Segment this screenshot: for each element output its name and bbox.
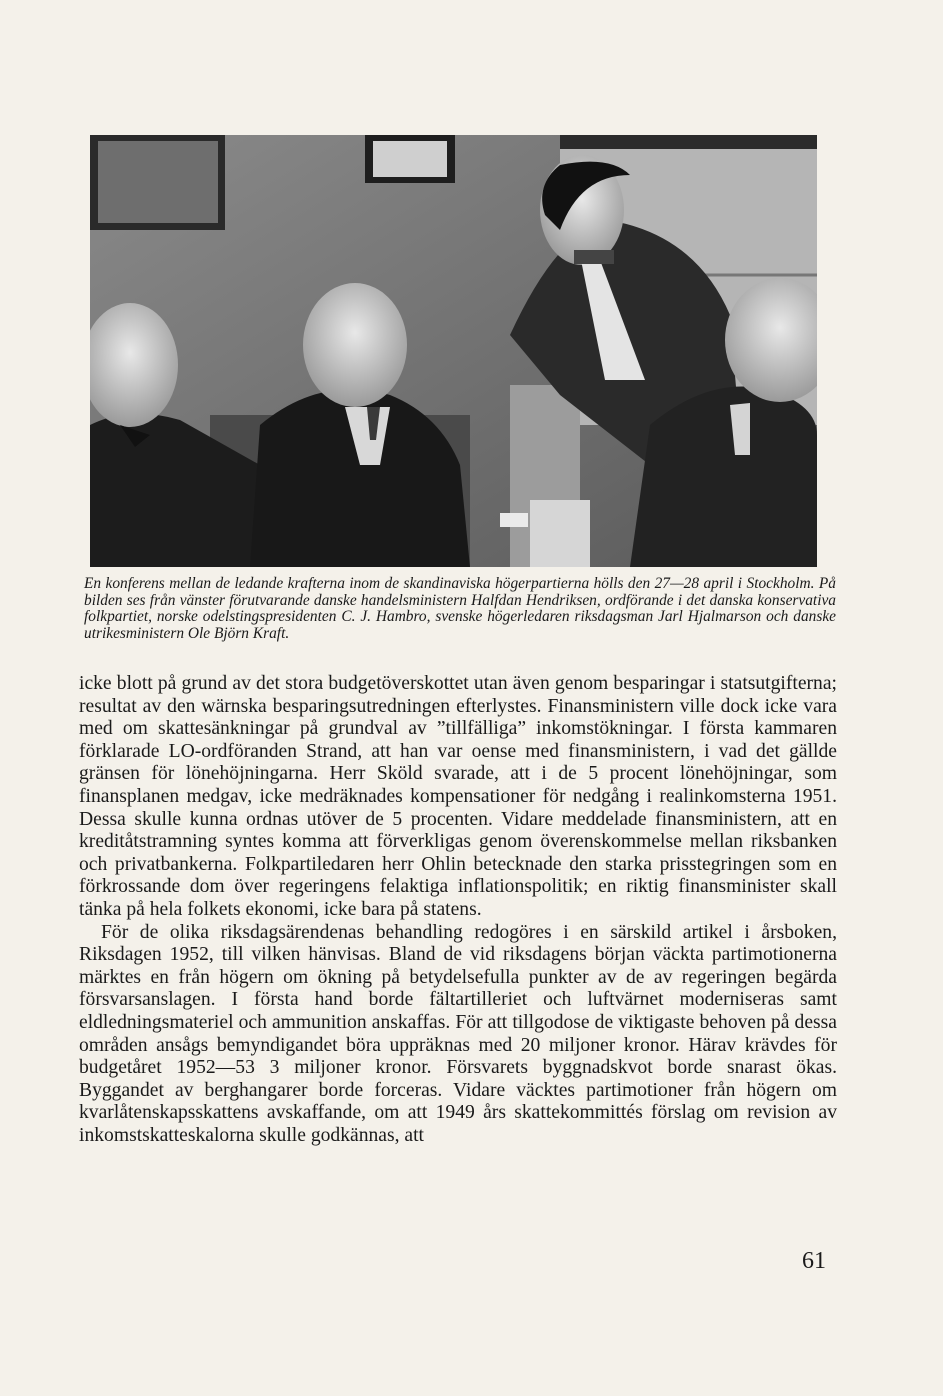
photo-illustration	[90, 135, 817, 567]
photo-caption: En konferens mellan de ledande krafterna inom de skandinaviska högerpartierna hölls den 27—28 april i Stockholm. På bilden ses från vänster förutvarande danske handelsministern Halfdan Hendriksen, ordförande i det danska konservativa folkpartiet, norske odelstingspresidenten C. J. Hambro, svenske högerledaren riksdagsman Jarl Hjalmarson och danske utrikesministern Ole Björn Kraft.	[84, 575, 836, 642]
page-number: 61	[802, 1248, 826, 1274]
article-body	[79, 673, 837, 1147]
paragraph: För de olika riksdagsärendenas behandling redogöres i en särskild artikel i årsboken, Riksdagen 1952, till vilken hänvisas. Bland de vid riksdagens början väckta partimotionerna märktes en från högern om ökning på betydelsefulla punkter av de av regeringen begärda försvarsanslagen. I första hand borde fältartilleriet och luftvärnet moderniseras samt eldledningsmateriel och ammunition anskaffas. För att tillgodose de viktigaste behoven på dessa områden ansågs bemyndigandet böra uppräknas med 20 miljoner kronor. Härav krävdes för budgetåret 1952—53 3 miljoner kronor. Försvarets byggnadskvot borde snarast ökas. Byggandet av berghangarer borde forceras. Vidare väcktes partimotioner från högern om kvarlåtenskapsskattens avskaffande, om att 1949 års skattekommittés förslag om revision av inkomstskatteskalorna skulle godkännas, att	[79, 921, 837, 1146]
paragraph: icke blott på grund av det stora budgetöverskottet utan även genom besparingar i statsutgifterna; resultat av den wärnska besparingsutredningen efterlystes. Finansministern ville dock icke vara med om skattesänkningar på grundval av ”tillfälliga” inkomstökningar. I första kammaren förklarade LO-ordföranden Strand, att han var oense med finansministern, i vad det gällde gränsen för lönehöjningarna. Herr Sköld svarade, att i de 5 procent lönehöjningar, som finansplanen medgav, icke medräknades kompensationer för nedgång i realinkomsterna 1951. Dessa skulle kunna ordnas utöver de 5 procenten. Vidare meddelade finansministern, att en kreditåtstramning syntes komma att förverkligas genom överenskommelse mellan riksbanken och privatbankerna. Folkpartiledaren herr Ohlin betecknade den starka prisstegringen som en förkrossande dom över regeringens felaktiga inflationspolitik; en riktig finansminister skall tänka på hela folkets ekonomi, icke bara på statens.	[79, 673, 837, 920]
photograph	[90, 135, 817, 567]
